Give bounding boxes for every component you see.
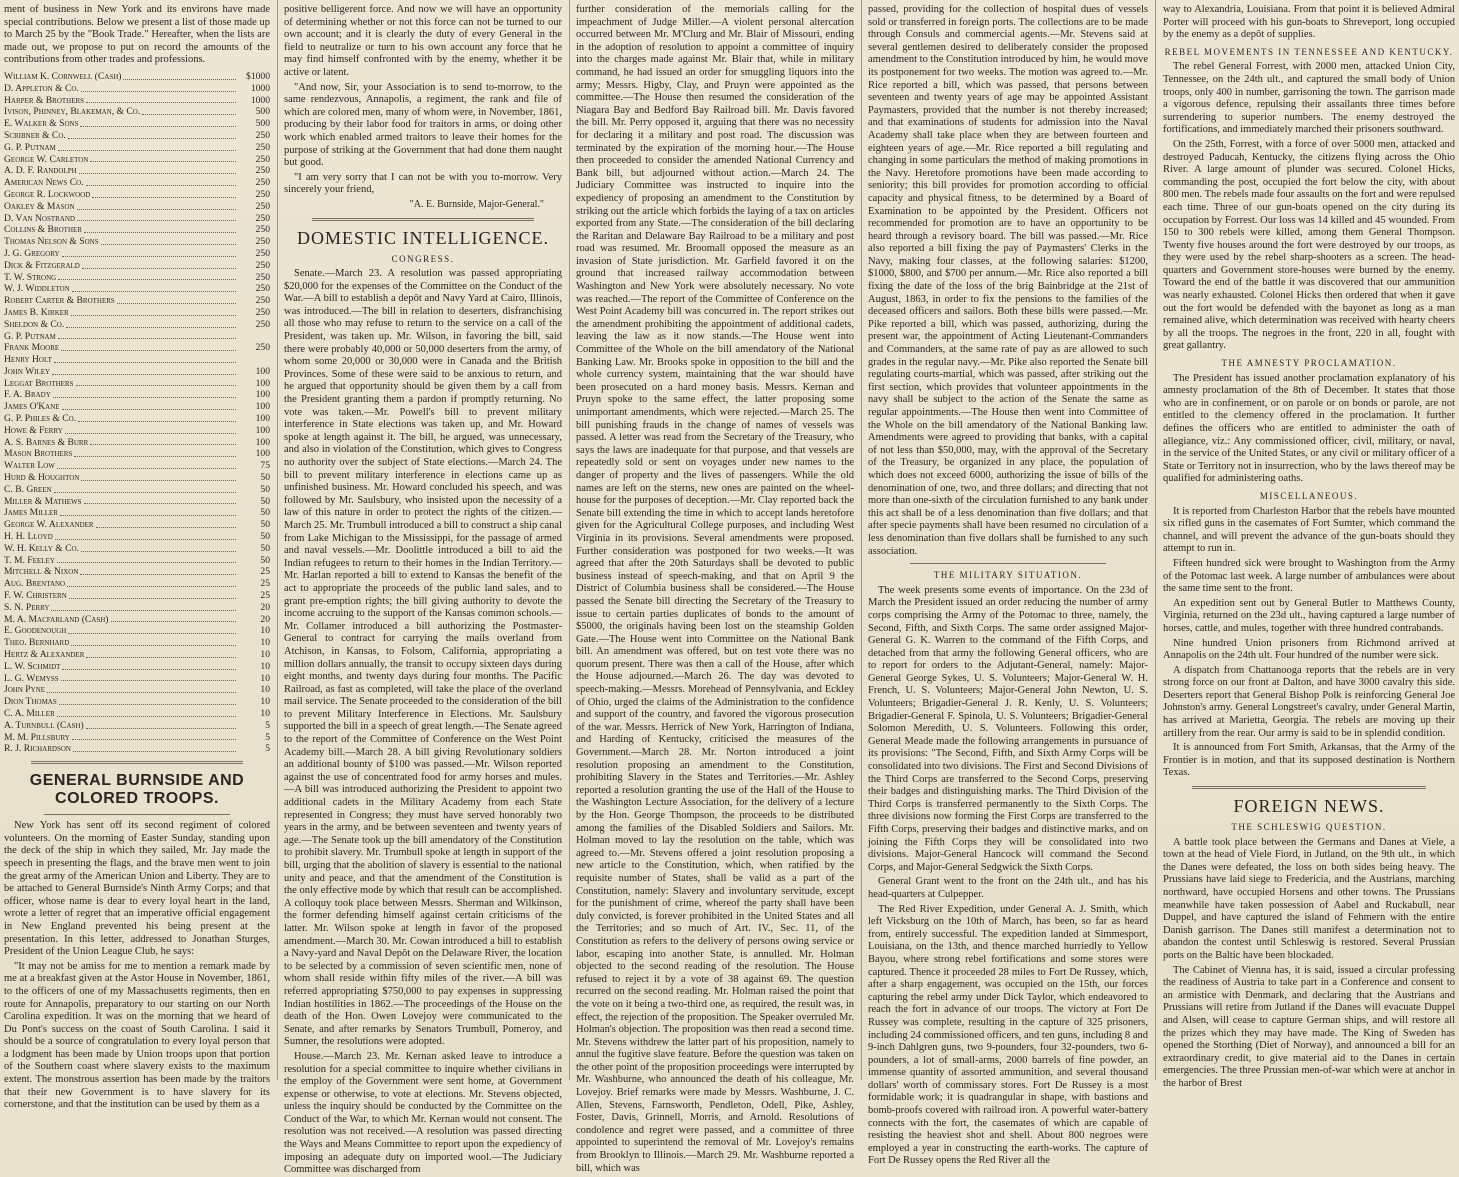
donor-amount: 250	[255, 212, 270, 224]
donor-amount: 500	[255, 106, 270, 118]
leader-dots	[53, 389, 236, 398]
donor-amount: 50	[260, 554, 270, 566]
donor-row	[4, 566, 270, 578]
donor-amount: 10	[260, 708, 270, 719]
article-paragraph: Fifteen hundred sick were brought to Washington from the Army of the Potomac last week. A large number of ambulances were about the same time sent to the front.	[1163, 557, 1455, 595]
donor-amount: 50	[260, 542, 270, 554]
donor-row	[4, 177, 270, 189]
leader-dots	[81, 543, 236, 552]
donor-row	[4, 472, 270, 484]
leader-dots	[59, 696, 236, 705]
donor-row	[4, 507, 270, 519]
divider	[312, 218, 534, 221]
article-paragraph: A dispatch from Chattanooga reports that the rebels are in very strong force on our front at Dalton, and have 3000 cavalry this side. Deserters report that General Bishop Polk is reinforcing General Joe Johnston's army. General Longstreet's cavalry, under General Martin, has arrived at Marietta, Georgia. The rebels are moving up their artillery from the rear. Our army is said to be in splendid condition.	[1163, 664, 1455, 739]
donor-name: Walter Low	[4, 460, 55, 472]
donor-row	[4, 460, 270, 472]
donor-name: W. J. Widdleton	[4, 283, 70, 295]
donor-amount: 75	[260, 460, 270, 472]
donor-row	[4, 696, 270, 708]
donor-name: Oakley & Mason	[4, 200, 75, 212]
donor-row	[4, 519, 270, 531]
donor-amount: 250	[255, 318, 270, 330]
article-paragraph: The week presents some events of importance. On the 23d of March the President issued an order reducing the number of army corps comprising the Army of the Potomac to three, namely, the Second, Fifth, and Sixth Corps. The same order assigned Major-General G. K. Warren to the command of the Fifth Corps, and detached from that army the following General officers, who are to report for orders to the Adjutant-General, namely: Major-General George Sykes, U. S. Volunteers; Major-General W. H. French, U. S. Volunteers; Major-General John Newton, U. S. Volunteers; Brigadier-General J. R. Kenly, U. S. Volunteers; Brigadier-General F. Spinola, U. S. Volunteers; Brigadier-General Solomon Meredith, U. S. Volunteers. Following this order, General Meade made the following arrangements in pursuance of its provisions: "The Second, Fifth, and Sixth Army Corps will be consolidated into two divisions. The First and Second Divisions of the Third Corps are transferred to the Second Corps, preserving their badges and distinguishing marks. The Third Division of the Third Corps is transferred permanently to the Sixth Corps. The three divisions now forming the First Corps are transferred to the Fifth Corps, preserving their badges and distinctive marks, and on joining the Fifth Corps they will be consolidated into two divisions. Major-General Hancock will command the Second Corps, and Major-General Sedgwick the Sixth Corps.	[868, 584, 1148, 873]
donor-row	[4, 614, 270, 626]
donor-name: D. Van Nostrand	[4, 212, 75, 224]
donor-row	[4, 437, 270, 449]
donor-name: F. W. Christern	[4, 590, 67, 602]
donor-amount: 500	[255, 118, 270, 130]
donor-name: Henry Holt	[4, 354, 52, 366]
donor-row	[4, 366, 270, 378]
leader-dots	[101, 236, 236, 245]
donor-amount: 10	[260, 625, 270, 637]
donor-amount: 100	[255, 448, 270, 460]
donor-row	[4, 578, 270, 590]
leader-dots	[57, 460, 236, 469]
donor-name: American News Co.	[4, 177, 84, 189]
donor-row	[4, 389, 270, 401]
article-paragraph: General Grant went to the front on the 24th ult., and has his head-quarters at Culpepper.	[868, 876, 1148, 900]
donor-amount: 50	[260, 519, 270, 531]
donor-row	[4, 272, 270, 284]
donor-row	[4, 331, 270, 343]
donor-amount	[238, 354, 270, 366]
leader-dots	[74, 448, 236, 457]
donor-row	[4, 260, 270, 272]
leader-dots	[51, 602, 236, 611]
donor-row	[4, 83, 270, 95]
donor-row	[4, 637, 270, 649]
leader-dots	[79, 165, 236, 174]
column-5	[1163, 4, 1455, 1089]
donor-row	[4, 413, 270, 425]
donor-row	[4, 673, 270, 685]
donor-amount: 100	[255, 401, 270, 413]
donor-amount: 250	[255, 129, 270, 141]
donor-name: C. A. Miller	[4, 708, 55, 719]
column-2	[284, 4, 562, 1176]
donor-name: S. N. Perry	[4, 601, 50, 613]
leader-dots	[71, 637, 236, 646]
donor-row	[4, 543, 270, 555]
donor-amount: 250	[255, 271, 270, 283]
article-paragraph: "I am very sorry that I can not be with you to-morrow. Very sincerely your friend,	[284, 171, 562, 196]
donor-row	[4, 531, 270, 543]
donor-amount: 250	[255, 200, 270, 212]
leader-dots	[61, 342, 236, 351]
leader-dots	[84, 224, 236, 233]
donor-amount: 250	[255, 259, 270, 271]
donor-row	[4, 732, 270, 744]
leader-dots	[57, 708, 236, 717]
donor-amount: 25	[260, 578, 270, 590]
donor-row	[4, 154, 270, 166]
donor-amount: 20	[260, 601, 270, 613]
donor-row	[4, 213, 270, 225]
leader-dots	[61, 673, 236, 682]
donor-row	[4, 130, 270, 142]
article-paragraph: House.—March 23. Mr. Kernan asked leave to introduce a resolution for a special committee to inquire whether civilians in the employ of the Government were sent home, at Government expense or otherwise, to vote at elections. Mr. Stevens objected, unless the inquiry should be conducted by the Committee on the Conduct of the War, to which Mr. Kernan would not consent. The resolution was not received.—A resolution was passed directing the Ways and Means Committee to report upon the expediency of imposing an adequate duty on imported wool.—The Judiciary Committee was discharged from	[284, 1050, 562, 1176]
donor-name: Miller & Mathews	[4, 495, 82, 507]
subheading-amnesty: THE AMNESTY PROCLAMATION.	[1221, 358, 1397, 369]
donor-row	[4, 142, 270, 154]
article-paragraph: "It may not be amiss for me to mention a remark made by me at a breakfast given at the Astor House in November, 1861, to the officers of one of my Massachusetts regiments, then en route for Annapolis, preparatory to our starting on our North Carolina expedition. It was on the morning that we heard of Du Pont's success on the coast of South Carolina. I said it should be a source of congratulation to every loyal person that a lodgment has been made by Union troops upon that portion of the Southern coast where slavery exists to the maximum extent. The monstrous assertion has been made by the traitors that their new Government is to have slavery for its cornerstone, and that the institution can be used by them as a	[4, 960, 270, 1111]
donor-amount: 5	[265, 743, 270, 755]
donor-name: F. A. Brady	[4, 389, 51, 401]
leader-dots	[67, 578, 236, 587]
donor-name: L. G. Wemyss	[4, 672, 59, 684]
donor-name: Dion Thomas	[4, 696, 57, 708]
donor-row	[4, 342, 270, 354]
donor-amount: 250	[255, 295, 270, 307]
donor-row	[4, 283, 270, 295]
subheading-congress: CONGRESS.	[391, 253, 455, 264]
donor-amount: 250	[255, 306, 270, 318]
leader-dots	[58, 272, 236, 281]
donor-amount: 250	[255, 177, 270, 189]
donor-name: Howe & Ferry	[4, 424, 63, 436]
donor-name: G. P. Putnam	[4, 330, 56, 342]
donor-name: George W. Carleton	[4, 153, 89, 165]
donor-row	[4, 401, 270, 413]
donor-row	[4, 189, 270, 201]
donor-amount: 100	[255, 436, 270, 448]
donor-row	[4, 236, 270, 248]
leader-dots	[72, 732, 236, 741]
leader-dots	[54, 354, 236, 363]
leader-dots	[77, 213, 236, 222]
leader-dots	[111, 614, 236, 623]
donor-name: James B. Kirker	[4, 306, 69, 318]
donor-amount: 10	[260, 672, 270, 684]
donor-row	[4, 708, 270, 720]
leader-dots	[58, 142, 236, 151]
leader-dots	[68, 130, 236, 139]
donor-name: William K. Cornwell (Cash)	[4, 70, 122, 82]
article-paragraph: It is reported from Charleston Harbor that the rebels have mounted six rifled guns in the casemates of Fort Sumter, which command the channel, and will prevent the advance of the gun-boats should they attempt to run in.	[1163, 505, 1455, 555]
donor-name: Leggat Brothers	[4, 377, 74, 389]
donor-name: T. M. Feeley	[4, 554, 55, 566]
donor-amount: $1000	[246, 70, 270, 82]
section-heading-domestic: DOMESTIC INTELLIGENCE.	[297, 227, 549, 248]
donor-amount: 50	[260, 495, 270, 507]
leader-dots	[55, 531, 236, 540]
donor-row	[4, 201, 270, 213]
leader-dots	[90, 437, 236, 446]
donor-amount: 250	[255, 247, 270, 259]
leader-dots	[80, 118, 236, 127]
column-1	[4, 4, 270, 1111]
donor-name: John Pyne	[4, 684, 46, 696]
divider	[1192, 786, 1426, 789]
donor-name: James O'Kane	[4, 401, 60, 413]
donor-amount: 10	[260, 660, 270, 672]
donor-amount: 1000	[250, 94, 270, 106]
leader-dots	[142, 106, 236, 115]
donor-name: G. P. Putnam	[4, 141, 56, 153]
donor-row	[4, 106, 270, 118]
donor-name: George R. Lockwood	[4, 188, 91, 200]
donor-amount: 100	[255, 365, 270, 377]
leader-dots	[62, 248, 236, 257]
donor-name: R. J. Richardson	[4, 743, 71, 755]
donor-row	[4, 555, 270, 567]
article-paragraph: The President has issued another proclamation explanatory of his amnesty proclamation of the 8th of December. It states that those who are in confinement, or on parole or on bonds or parole, are not entitled to the clemency offered in the proclamation. It further defines the officers who are entitled to administer the oath of allegiance, viz.: Any commissioned officer, civil, military, or naval, in the service of the United States, or any civil or military officer of a State or Territory not in insurrection, who by the laws thereof may be qualified for administering oaths.	[1163, 372, 1455, 485]
donor-amount: 10	[260, 696, 270, 708]
donor-name: J. G. Gregory	[4, 247, 60, 259]
donor-name: Thomas Nelson & Sons	[4, 236, 99, 248]
leader-dots	[52, 366, 236, 375]
donor-name: Hertz & Alexander	[4, 649, 85, 661]
article-paragraph: positive belligerent force. And now we will have an opportunity of determining whether or not this force can not be turned to our own account; and it is clearly the duty of every General in the field to neutralize or turn to his own account any force that he may find himself confronted with by the enemy, whether it be active or latent.	[284, 4, 562, 78]
subheading-schleswig: THE SCHLESWIG QUESTION.	[1231, 822, 1387, 833]
donor-name: Hurd & Houghton	[4, 472, 80, 484]
column-rule	[1155, 0, 1156, 1080]
donor-amount: 10	[260, 649, 270, 661]
donor-amount: 250	[255, 141, 270, 153]
leader-dots	[47, 684, 236, 693]
leader-dots	[96, 519, 236, 528]
leader-dots	[81, 83, 236, 92]
column-rule	[569, 0, 570, 1080]
donor-name: A. S. Barnes & Burr	[4, 436, 89, 448]
leader-dots	[57, 555, 236, 564]
donor-name: Robert Carter & Brothers	[4, 295, 115, 307]
donor-name: H. H. Lloyd	[4, 531, 53, 543]
leader-dots	[66, 319, 236, 328]
leader-dots	[76, 378, 237, 387]
donor-row	[4, 165, 270, 177]
divider	[910, 563, 1106, 564]
donor-amount: 250	[255, 188, 270, 200]
donor-row	[4, 224, 270, 236]
leader-dots	[86, 649, 236, 658]
article-paragraph: The rebel General Forrest, with 2000 men, attacked Union City, Tennessee, on the 24th ult., and captured the small body of Union troops, only 400 in number, garrisoning the town. The garrison made a vigorous defence, repulsing their assailants three times before surrendering to superior numbers. The enemy destroyed the fortifications, and immediately marched their prisoners southward.	[1163, 61, 1455, 136]
leader-dots	[72, 283, 236, 292]
donor-name: M. A. Macfarland (Cash)	[4, 613, 109, 625]
donor-name: A. Turnbull (Cash)	[4, 719, 84, 731]
donor-name: W. H. Kelly & Co.	[4, 542, 79, 554]
donor-name: Sheldon & Co.	[4, 318, 65, 330]
leader-dots	[62, 401, 236, 410]
donor-name: Ivison, Phinney, Blakeman, & Co.	[4, 106, 141, 118]
donor-row	[4, 496, 270, 508]
donor-amount: 250	[255, 283, 270, 295]
leader-dots	[90, 154, 236, 163]
column-rule	[277, 0, 278, 1080]
leader-dots	[62, 661, 236, 670]
donor-name: Scribner & Co.	[4, 129, 66, 141]
leader-dots	[86, 720, 236, 729]
donor-row	[4, 743, 270, 755]
donor-name: Harper & Brothers	[4, 94, 85, 106]
article-paragraph: It is announced from Fort Smith, Arkansas, that the Army of the Frontier is in motion, and that its supposed destination is Northern Texas.	[1163, 742, 1455, 779]
donor-name: George W. Alexander	[4, 519, 94, 531]
donor-name: John Wiley	[4, 365, 51, 377]
donor-row	[4, 602, 270, 614]
leader-dots	[86, 95, 236, 104]
article-paragraph: A battle took place between the Germans and Danes at Viele, a town at the head of Viele Fiord, in Jutland, on the 9th ult., in which the Danes were defeated, the loss on both sides being heavy. The Prussians have laid siege to Fredericia, and the Austrians, marching northward, have occupied Horsens and other towns. The Prussians meanwhile have taken possession of Aabel and Ruckabull, near Duppel, and have captured the island of Fehmern with the entire Danish garrison. The Danes still manifest a determination not to abandon the contest until Schleswig is restored. Several Prussian ports on the Baltic have been blockaded.	[1163, 836, 1455, 961]
donor-amount: 1000	[250, 82, 270, 94]
article-paragraph: Senate.—March 23. A resolution was passed appropriating $20,000 for the expenses of the Committee on the Conduct of the War.—A bill to establish a depôt and Navy Yard at Cairo, Illinois, was introduced.—The bill in relation to deserters, disfranchising all those who may refuse to return to the service on a call of the President, was taken up. Mr. Wilson, in favoring the bill, said there were probably 40,000 or 50,000 deserters from the army, of whom some 20,000 or 30,000 were in Canada and the British Provinces. Some of these were said to be anxious to return, and he argued that opportunity should be given them by a call from the President granting them a pardon if promptly returning. No vote was taken.—Mr. Powell's bill to prevent military interference in State elections was taken up, and Mr. Howard spoke at length against it. The bill, he argued, was unnecessary, and also in violation of the Constitution, which gives to Congress no authority over the subject of State elections.—March 24. The bill to prevent military interference in elections came up as unfinished business. Mr. Howard concluded his speech, and was followed by Mr. Saulsbury, who insisted upon the necessity of a law of this nature in order to protect the rights of the citizen.—March 25. Mr. Trumbull introduced a bill to construct a ship canal from Lake Michigan to the Mississippi, for the passage of armed and naval vessels.—Mr. Doolittle introduced a bill to aid the Indian refugees to return to their homes in the Indian Territory.—Mr. Harlan reported a bill to extend to Kansas the benefit of the act to appropriate the proceeds of the public land sales, and to grant pre-emption rights; the bill giving authority to devote the income accruing to the support of the Kansas common schools.—Mr. Collamer introduced a bill authorizing the Postmaster-General to contract for carrying the mails overland from Atchison, in Kansas, to Folsom, California, appropriating a million dollars annually, the transit to occupy sixteen days during eight months, and twenty days during four months. The Pacific Railroad, as fast as completed, will take the place of the overland mail service. The Senate proceeded to the consideration of the bill to prevent Military Interference in Elections. Mr. Saulsbury supported the bill in a speech of great length.—The Senate agreed to the report of the Committee of Conference on the West Point Academy bill.—March 28. A bill giving Revolutionary soldiers an additional bounty of $100 was passed.—Mr. Wilson reported against the use of concentrated food for army horses and mules.—A bill was introduced authorizing the President to appoint two additional cadets in the Military Academy from each State represented in Congress; they must have served honorably two years in the army, and be between seventeen and twenty years of age.—The Senate took up the bill amendatory of the Constitution to prohibit slavery. Mr. Trumbull spoke at length in support of the bill, urging that the abolition of slavery is essential to the national unity and peace, and that the amendment of the Constitution is the only effective mode by which that result can be accomplished. A colloquy took place between Messrs. Sherman and Wilkinson, the former defending himself against certain criticisms of the latter. Mr. Wilson spoke at length in favor of the proposed amendment.—March 30. Mr. Cowan introduced a bill to establish a Navy-yard and Naval Depôt on the Delaware River, the location to be selected by a commission of seven scientific men, none of whom shall reside within fifty miles of the river.—A bill was referred appropriating $750,000 to pay expenses in suppressing Indian hostilities in 1862.—The proceedings of the House on the death of the Hon. Owen Lovejoy were communicated to the Senate, and after remarks by Senators Trumbull, Pomeroy, and Sumner, the resolutions were adopted.	[284, 268, 562, 1048]
donor-name: D. Appleton & Co.	[4, 82, 79, 94]
article-paragraph: On the 25th, Forrest, with a force of over 5000 men, attacked and destroyed Paducah, Kentucky, the citizens flying across the Ohio River. A large amount of plunder was secured. Colonel Hicks, commanding the post, occupied the fort below the city, with about 800 men. The rebels made four assaults on the fort and were repulsed each time. Three of our gun-boats opened on the city during its occupation by Forrest. Our loss was 14 killed and 45 wounded. From 150 to 300 rebels were killed, among them General Thompson. Twenty five houses around the fort were destroyed by our troops, as they were used by the rebel sharp-shooters as a screen. The head-quarters and Government store-houses were burned by the enemy. Toward the end of the battle it was discovered that our ammunition was nearly exhausted. Colonel Hicks then ordered that when it gave out the fort would be defended with the bayonet as long as a man remained alive, which determination was received with hearty cheers by all the troops. The negroes in the front, 220 in all, fought with great gallantry.	[1163, 138, 1455, 352]
donor-row	[4, 71, 270, 83]
donor-row	[4, 720, 270, 732]
article-heading-burnside: GENERAL BURNSIDE AND COLORED TROOPS.	[29, 772, 245, 808]
donor-amount: 250	[255, 165, 270, 177]
donor-name: C. B. Green	[4, 483, 52, 495]
signature: "A. E. Burnside, Major-General."	[409, 198, 544, 210]
donor-name: E. Walker & Sons	[4, 118, 79, 130]
donor-amount: 100	[255, 377, 270, 389]
donor-amount: 250	[255, 342, 270, 354]
article-paragraph: further consideration of the memorials calling for the impeachment of Judge Miller.—A violent personal altercation occurred between Mr. M'Clurg and Mr. Blair of Missouri, ending in the adoption of resolution to appoint a committee of inquiry into the charges made against Mr. Blair that, while in military command, he had issued an order for smuggling liquors into the army; Messrs. Higby, Clay, and Pruyn were appointed as the committee.—The House then resumed the consideration of the Niagara Bay and Bedford Bay Railroad bill. Mr. Davis favored the bill. Mr. Perry opposed it, arguing that there was no necessity for declaring it a military and post road. The discussion was terminated by the expiration of the morning hour.—The House then proceeded to consider the amended National Currency and Bank bill, but adjourned without action.—March 24. The Judiciary Committee was instructed to inquire into the expediency of proposing an amendment to the Constitution by striking out the article which forbids the laying of a tax on articles exported from any State.—The consideration of the bill declaring the Raritan and Delaware Bay Railroad to be a military and post road was resumed. Mr. Broomall opposed the measure as an invasion of State jurisdiction. Mr. Garfield favored it on the ground that increased railway accommodation between Washington and New York were absolutely necessary. No vote was reached.—The report of the Committee of Conference on the West Point Academy bill was concurred in. The report strikes out the amendment prohibiting the appointment of additional cadets, leaving the law as it now stands.—The House went into Committee of the Whole on the bill amendatory of the National Banking Law. Mr. Brooks spoke in opposition to the bill and the whole currency system, maintaining that the war should have been prosecuted on a hard money basis. Messrs. Kernan and Pruyn spoke to the same effect, the latter proposing some unimportant amendments, which were rejected.—March 25. The bill punishing frauds in the change of names of vessels was passed. A letter was read from the Secretary of the Treasury, who says the laws are inadequate for that purpose, and that vessels are repeatedly sold or sent on voyages under new names to the danger of property and the lives of passengers. While the old names are left on the sterns, new ones are painted on the wheel-house for the purposes of deception.—Mr. Clay reported back the Senate bill extending the time in which to accept lands heretofore given for the Agricultural College purposes, and including West Virginia in its provisions. Several amendments were proposed. Further consideration was postponed for two weeks.—It was agreed that after the 20th Saturdays shall be devoted to public business instead of speech-making, and that on April 9 the District of Columbia business shall be considered.—The House passed the Senate bill directing the Secretary of the Treasury to issue to certain parties duplicates of bonds to the amount of $5000, the originals having been lost on the steamship Golden Gate.—The House went into Committee on the National Bank bill. An amendment was offered, but on test vote there was no quorum present. There was then a call of the House, after which the House adjourned.—March 26. The day was devoted to speech-making.—Messrs. Morehead of Pennsylvania, and Eckley of Ohio, urged the claims of the Administration to the confidence and support of the country, and favored the vigorous prosecution of the war. Messrs. Herrick of New York, Harrington of Indiana, and Harding of Kentucky, criticised the measures of the Government.—March 28. Mr. Norton introduced a joint resolution proposing an amendment to the Constitution, prohibiting Slavery in the States and Territories.—Mr. Ashley reported a resolution granting the use of the Hall of the House to the Washington Lecture Association, for the delivery of a lecture by the Hon. George Thompson, the proceeds to be distributed among the families of the Disabled Soldiers and Sailors. Mr. Holman moved to lay the resolution on the table, which was agreed to.—Mr. Stevens offered a joint resolution proposing a new article to the Constitution, which, when ratified by the requisite number of States, shall be valid as a part of the Constitution, namely: Slavery and involuntary servitude, except for the punishment of crime, whereof the party shall have been duly convicted, is forever prohibited in the United States and all the Territories; and so much of Art. IV., Sec. 11, of the Constitution as refers to the delivery of persons owing service or labor, escaping into another State, is annulled. Mr. Holman objected to the second reading of the resolution. The House refused to reject it by a vote of 38 against 69. The question recurred on the second reading. Mr. Holman raised the point that the vote on it being a two-third one, as required, the result was, in effect, the rejection of the proposition. The Speaker overruled Mr. Holman's objection. The proposition was then read a second time. Mr. Stevens withdrew the latter part of his proposition, namely to annul the fugitive slave feature. Before the question was taken on the other point of the proposition proceedings were interrupted by Mr. Washburne, who announced the death of his colleague, Mr. Lovejoy. Brief remarks were made by Messrs. Washburne, J. C. Allen, Stevens, Farnsworth, Pendleton, Odell, Pike, Ashley, Foster, Davis, Grinnell, Morris, and Arnold. Resolutions of condolence and regret were passed, and a committee of three appointed to superintend the removal of Mr. Lovejoy's remains from Brooklyn to Illinois.—March 29. Mr. Washburne reported a bill, which was	[576, 4, 854, 1174]
donor-amount	[238, 331, 270, 343]
donor-row	[4, 118, 270, 130]
article-paragraph: The Cabinet of Vienna has, it is said, issued a circular professing the readiness of Austria to take part in a Conference and consent to an armistice with Denmark, and declaring that the Austrians and Prussians will retire from Jutland if the Danes will evacuate Duppel and Alsen, will cease to capture German ships, and will restore all the prizes which they may have made. The King of Sweden has opened the Storthing (Diet of Norway), and announced a bill for an extraordinary credit, to give material aid to the Danes in certain emergencies. The three Prussian men-of-war which were at anchor in the harbor of Brest	[1163, 964, 1455, 1089]
leader-dots	[80, 566, 236, 575]
donor-name: L. W. Schmidt	[4, 660, 61, 672]
donor-amount: 5	[265, 731, 270, 743]
donor-amount: 5	[265, 719, 270, 731]
donor-amount: 250	[255, 224, 270, 236]
donor-amount: 50	[260, 483, 270, 495]
donor-amount: 20	[260, 613, 270, 625]
donor-row	[4, 95, 270, 107]
donor-amount: 100	[255, 413, 270, 425]
donor-name: James Miller	[4, 507, 58, 519]
article-paragraph: passed, providing for the collection of hospital dues of vessels sold or transferred in foreign ports. The collections are to be made through Consuls and commercial agents.—Mr. Stevens said at several gentlemen desired to deliberately consider the proposed amendment to the Constitution introduced by him, he would move its postponement for two weeks. The motion was agreed to.—Mr. Rice reported a bill, which was passed, that persons between seventeen and twenty years of age may be appointed Assistant Paymasters, provided that the number is not thereby increased; and that examinations of students for admission into the Naval Academy shall take place when they are between fourteen and eighteen years of age.—Mr. Rice reported a bill regulating and changing in some particulars the method of making promotions in the Navy. Heretofore promotions have been made according to seniority; this bill provides for promotion according to official capacity and physical fitness, to be determined by a Board of Examination to be appointed by the President. Officers not recommended for promotion are to have an opportunity to be heard through a revisory board. The bill was passed.—Mr. Rice also reported a bill fixing the pay of Paymasters' Clerks in the Navy, making four classes, at the following salaries: $1200, $1000, $800, and $700 per annum.—Mr. Rice also reported a bill fixing the date of the loss of the brig Bainbridge at the 21st of August, 1863, in order to fix the pensions to the families of the deceased officers and sailors. Both these bills were passed.—Mr. Pike reported a bill, which was passed, authorizing, during the present war, the appointment of Acting Lieutenant-Commanders and Commanders, at the same rate of pay as are allowed to such grades in the regular navy.—Mr. Pike also reported the Senate bill regulating courts-martial, which was passed, after striking out the first section, which provides that volunteer appointments in the navy shall be subject to the action of the Senate the same as regular appointments.—The House then went into Committee of the Whole on the bill amendatory of the National Banking law. Amendments were agreed to providing that banks, with a capital of not less than $50,000, may, with the approval of the Secretary of the Treasury, be organized in any place, the population of which does not exceed 6000, authorizing the issue of bills of the denomination of one, two, and three dollars; and directing that not more than one-sixth of the circulation furnished to any bank under this act shall be of a less denomination than five dollars; and that after specie payments shall have been resumed no circulation of a less denomination than five dollars shall be furnished to any such association.	[868, 4, 1148, 557]
leader-dots	[65, 425, 236, 434]
article-paragraph: New York has sent off its second regiment of colored volunteers. On the morning of Easter Sunday, standing upon the deck of the ship in which they sailed, Mr. Jay made the speech in presenting the flags, and the brave men went to join the great army of the American Union and Liberty. They are to be attached to General Burnside's Ninth Army Corps; and that officer, whose name is dear to every loyal heart in the land, wrote a letter of regret that an imperative official engagement in New England prevented his being present at the presentation. In this letter, addressed to Jonathan Sturges, President of the Union League Club, he says:	[4, 820, 270, 958]
donor-row	[4, 307, 270, 319]
donor-amount: 100	[255, 389, 270, 401]
subheading-military-situation: THE MILITARY SITUATION.	[933, 570, 1083, 581]
donor-name: Aug. Brentano	[4, 578, 66, 590]
leader-dots	[77, 201, 237, 210]
leader-dots	[54, 484, 236, 493]
donor-name: A. D. F. Randolph	[4, 165, 77, 177]
donor-row	[4, 649, 270, 661]
subheading-rebel-movements: REBEL MOVEMENTS IN TENNESSEE AND KENTUCKY.	[1164, 46, 1454, 57]
donor-amount: 10	[260, 637, 270, 649]
donor-name: Dick & Fitzgerald	[4, 259, 80, 271]
section-heading-foreign: FOREIGN NEWS.	[1233, 796, 1385, 817]
donor-amount: 100	[255, 424, 270, 436]
leader-dots	[69, 590, 236, 599]
leader-dots	[68, 625, 236, 634]
leader-dots	[86, 177, 236, 186]
donor-name: Collins & Brother	[4, 224, 82, 236]
donor-name: E. Goodenough	[4, 625, 67, 637]
donor-amount: 50	[260, 531, 270, 543]
donor-amount: 10	[260, 684, 270, 696]
donor-amount: 50	[260, 472, 270, 484]
donor-row	[4, 590, 270, 602]
article-paragraph: Nine hundred Union prisoners from Richmond arrived at Annapolis on the 24th ult. Four hundred of the number were sick.	[1163, 637, 1455, 662]
article-paragraph: way to Alexandria, Louisiana. From that point it is believed Admiral Porter will proceed with his gun-boats to Shreveport, long occupied by the enemy as a depôt of supplies.	[1163, 4, 1455, 41]
article-paragraph: "And now, Sir, your Association is to send to-morrow, to the same rendezvous, Annapolis, a regiment, the rank and file of which are colored men, many of whom were, in November, 1861, producing by their labor food for traitors in arms, or doing other work which enabled armed traitors to leave their homes for the purpose of striking at the Government that had done them naught but good.	[284, 81, 562, 169]
donor-amount: 250	[255, 153, 270, 165]
donor-row	[4, 484, 270, 496]
divider	[44, 814, 230, 815]
leader-dots	[117, 295, 236, 304]
donor-row	[4, 684, 270, 696]
leader-dots	[84, 496, 236, 505]
divider	[31, 761, 244, 764]
donor-name: M. M. Pillsbury	[4, 731, 70, 743]
donor-name: Mitchell & Nixon	[4, 566, 79, 578]
leader-dots	[71, 307, 236, 316]
article-paragraph: An expedition sent out by General Butler to Matthews County, Virginia, returned on the 23d ult., having captured a large number of horses, cattle, and mules, together with three hundred contrabands.	[1163, 597, 1455, 634]
donor-name: G. P. Philes & Co.	[4, 413, 77, 425]
donor-row	[4, 661, 270, 673]
donor-row	[4, 448, 270, 460]
leader-dots	[123, 71, 236, 80]
article-paragraph: The Red River Expedition, under General A. J. Smith, which left Vicksburg on the 10th of March, has been, so far as heard from, entirely successful. The expedition landed at Simmesport, Louisiana, on the 13th, and thence marched hurriedly to Yellow Bayou, where strong rebel fortifications and some stores were captured. Thence it proceeded 28 miles to Fort De Russey, which, after a sharp engagement, was occupied on the 15th, our forces capturing the rebel army under Dick Taylor, which endeavored to reach the fort in advance of our troops. The victory at Fort De Russey was complete, resulting in the capture of 325 prisoners, including 24 commissioned officers, and ten guns, including 8 and 9-inch Dahlgren guns, two 9-pounders, four 32-pounders, two 6-pounders, a lot of small-arms, 2000 barrels of fine powder, an immense quantity of assorted ammunition, and several thousand dollars' worth of commissary stores. Fort De Russey is a most formidable work; it is quadrangular in shape, with bastions and bomb-proofs covered with railroad iron. A powerful water-battery connects with the fort, the casemates of which are capable of resisting the heaviest shot and shell. About 800 negroes were employed a year in constructing the earth-works. The capture of Fort De Russey opens the Red River all the	[868, 903, 1148, 1167]
donor-amount: 250	[255, 236, 270, 248]
leader-dots	[60, 507, 236, 516]
donor-row	[4, 378, 270, 390]
column-rule	[861, 0, 862, 1080]
leader-dots	[73, 743, 236, 752]
column-4	[868, 4, 1148, 1167]
donor-list	[4, 71, 270, 755]
donor-row	[4, 354, 270, 366]
donor-name: Mason Brothers	[4, 448, 73, 460]
leader-dots	[82, 260, 236, 269]
donor-row	[4, 319, 270, 331]
donor-name: Frank Moore	[4, 342, 60, 354]
leader-dots	[78, 413, 236, 422]
donor-row	[4, 625, 270, 637]
leader-dots	[58, 331, 236, 340]
donor-amount: 50	[260, 507, 270, 519]
donor-row	[4, 295, 270, 307]
donations-intro: ment of business in New York and its environs have made special contributions. Below we present a list of those made up to March 25 by the "Book Trade." Hereafter, when the lists are made out, we propose to put on record the amounts of the contributions from other trades and professions.	[4, 4, 270, 66]
donor-row	[4, 248, 270, 260]
donor-amount: 25	[260, 590, 270, 602]
donor-name: Theo. Bernhard	[4, 637, 70, 649]
donor-name: T. W. Strong	[4, 271, 57, 283]
leader-dots	[81, 472, 236, 481]
column-3	[576, 4, 854, 1174]
leader-dots	[92, 189, 236, 198]
subheading-miscellaneous: MISCELLANEOUS.	[1259, 490, 1359, 501]
donor-amount: 25	[260, 566, 270, 578]
donor-row	[4, 425, 270, 437]
